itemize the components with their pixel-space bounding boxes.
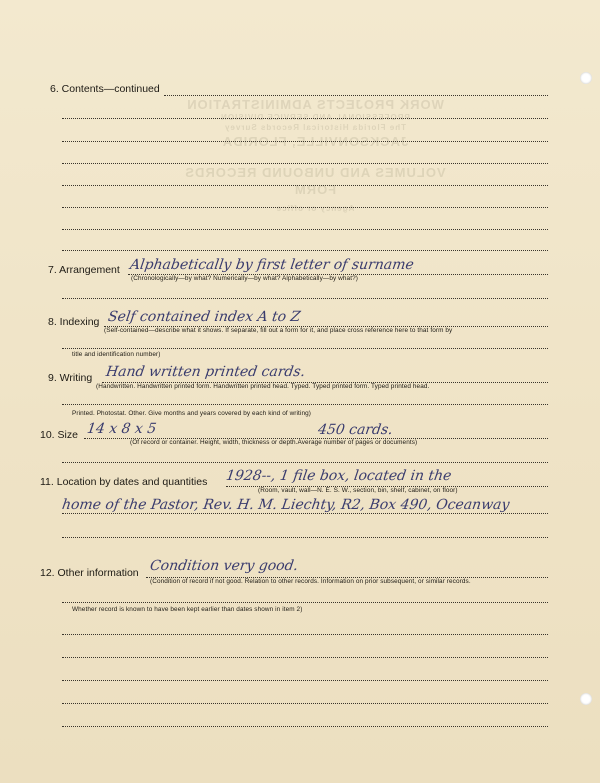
writing-value: Hand written printed cards. xyxy=(104,364,307,380)
size-line xyxy=(62,462,548,463)
writing-caption-2: Printed. Photostat. Other. Give months and years covered by each kind of writing) xyxy=(72,410,311,417)
location-line xyxy=(62,513,548,514)
arrangement-caption: (Chronologically—by what? Numerically—by what? Alphabetically—by what?) xyxy=(131,275,358,282)
arrangement-line xyxy=(62,298,548,299)
contents-line xyxy=(62,118,548,119)
other-info-value: Condition very good. xyxy=(148,558,300,574)
location-label: 11. Location by dates and quantities xyxy=(40,476,208,488)
other-info-label: 12. Other information xyxy=(40,567,139,579)
ghost-line: Agency or office xyxy=(275,204,355,213)
other-info-line xyxy=(62,602,548,603)
size-label: 10. Size xyxy=(40,429,78,441)
indexing-line xyxy=(62,348,548,349)
location-caption: (Room, vault, wall—N. E. S. W., section, bin, shelf, cabinet, on floor) xyxy=(258,487,458,494)
arrangement-label: 7. Arrangement xyxy=(48,264,120,276)
ghost-line: WORK PROJECTS ADMINISTRATION xyxy=(186,97,444,112)
location-line xyxy=(62,537,548,538)
other-info-line xyxy=(62,634,548,635)
indexing-value: Self contained index A to Z xyxy=(106,309,302,325)
other-info-caption: (Condition of record if not good. Relation to other records. Information on prior subsequent, or similar records. xyxy=(150,578,471,585)
ghost-line: The Florida Historical Records Survey xyxy=(224,123,406,132)
writing-caption: (Handwritten. Handwritten printed form. Handwritten printed head. Typed. Typed printed form. Typed printed head. xyxy=(96,383,430,390)
size-value: 14 x 8 x 5 xyxy=(85,421,158,437)
size-caption: (Of record or container. Height, width, thickness or depth.Average number of pages or documents) xyxy=(130,439,418,446)
other-info-line xyxy=(62,657,548,658)
contents-line xyxy=(62,207,548,208)
contents-label: 6. Contents—continued xyxy=(50,83,160,95)
indexing-label: 8. Indexing xyxy=(48,316,100,328)
writing-label: 9. Writing xyxy=(48,372,93,384)
arrangement-value: Alphabetically by first letter of surname xyxy=(128,257,415,273)
other-info-line xyxy=(62,726,548,727)
contents-line xyxy=(62,250,548,251)
ghost-line: PROFESSIONAL AND SERVICE DIVISION xyxy=(220,113,410,122)
contents-line xyxy=(62,229,548,230)
contents-line xyxy=(62,185,548,186)
contents-line xyxy=(62,141,548,142)
ghost-line: JACKSONVILLE, FLORIDA xyxy=(221,134,409,149)
location-value-2: home of the Pastor, Rev. H. M. Liechty, R2, Box 490, Oceanway xyxy=(60,497,511,513)
indexing-caption-2: title and identification number) xyxy=(72,351,161,358)
punch-hole xyxy=(580,72,592,84)
punch-hole xyxy=(580,693,592,705)
other-info-line xyxy=(62,680,548,681)
location-value: 1928--, 1 file box, located in the xyxy=(224,468,453,484)
contents-line xyxy=(164,95,548,96)
other-info-line xyxy=(62,703,548,704)
indexing-caption: (Self-contained—describe what it shows. If separate, fill out a form for it, and place cross reference here to that form by xyxy=(104,327,453,334)
bleed-through-header xyxy=(165,96,465,214)
ghost-line: VOLUMES AND UNBOUND RECORDS FORM xyxy=(184,165,446,197)
other-info-caption-2: Whether record is known to have been kept earlier than dates shown in item 2) xyxy=(72,606,303,613)
size-value-2: 450 cards. xyxy=(316,422,394,438)
writing-line xyxy=(62,404,548,405)
contents-line xyxy=(62,163,548,164)
